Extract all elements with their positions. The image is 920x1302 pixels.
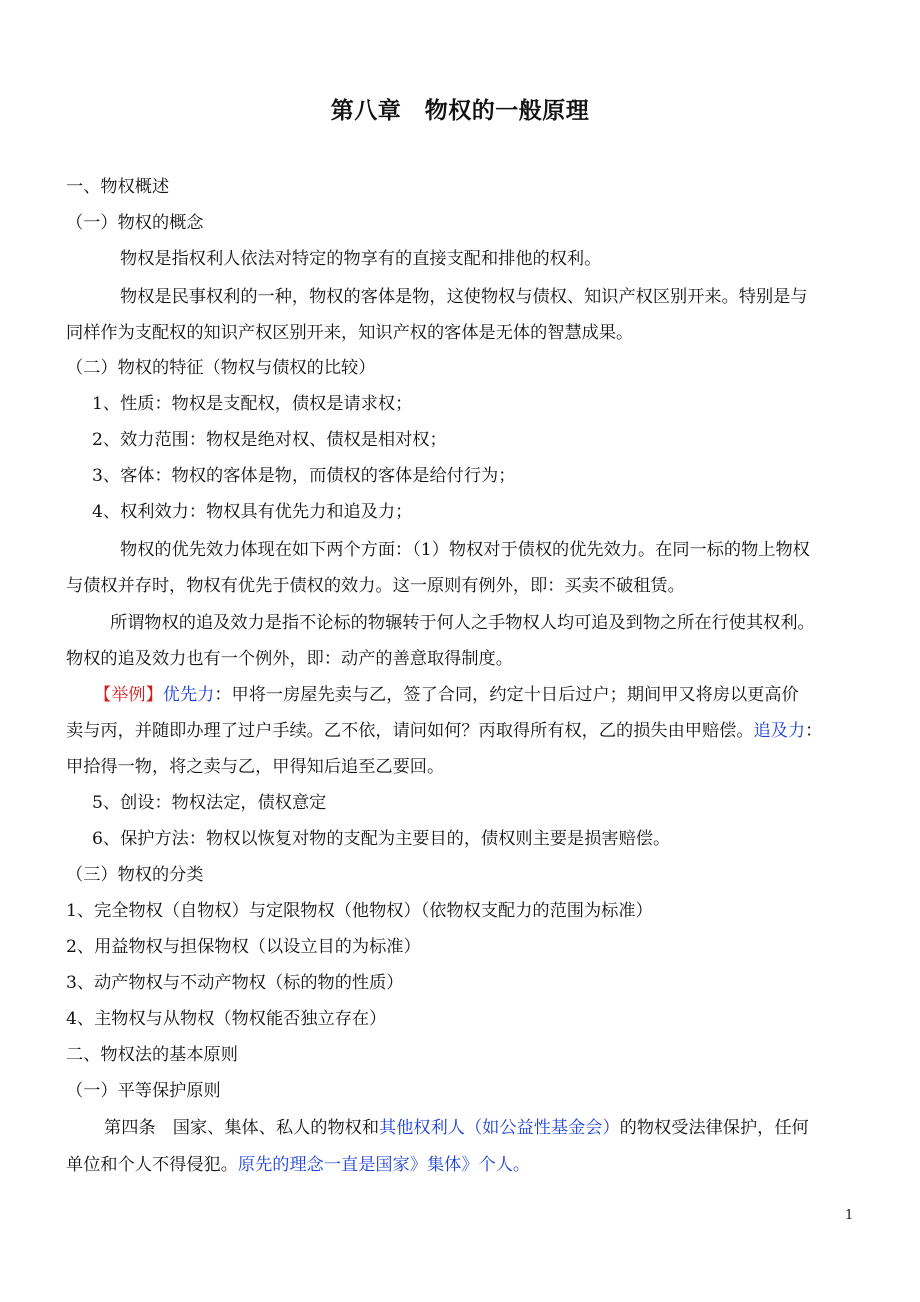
article-line	[104, 1117, 809, 1139]
subsection-heading: （一）平等保护原则	[66, 1081, 221, 1101]
article-note: 原先的理念一直是国家》集体》个人。	[237, 1155, 531, 1175]
example-label-priority: 优先力	[162, 685, 215, 705]
list-item: 2、效力范围：物权是绝对权、债权是相对权；	[92, 430, 447, 450]
paragraph-line: 物权是民事权利的一种，物权的客体是物，这使物权与债权、知识产权区别开来。特别是与	[120, 287, 808, 307]
list-item: 2、用益物权与担保物权（以设立目的为标准）	[66, 937, 421, 957]
paragraph-line: 物权的追及效力也有一个例外，即：动产的善意取得制度。	[66, 649, 513, 669]
list-item: 3、客体：物权的客体是物，而债权的客体是给付行为；	[92, 466, 516, 486]
paragraph-line: 所谓物权的追及效力是指不论标的物辗转于何人之手物权人均可追及到物之所在行使其权利。	[110, 613, 815, 633]
section-heading: 二、物权法的基本原则	[66, 1045, 238, 1065]
paragraph-line: 物权的优先效力体现在如下两个方面：（1）物权对于债权的优先效力。在同一标的物上物权	[120, 540, 810, 560]
page-title: 第八章 物权的一般原理	[330, 97, 590, 124]
example-text: ：甲将一房屋先卖与乙，签了合同，约定十日后过户；期间甲又将房以更高价	[214, 685, 799, 705]
example-line: 甲拾得一物，将之卖与乙，甲得知后追至乙要回。	[66, 757, 445, 777]
paragraph-line: 同样作为支配权的知识产权区别开来，知识产权的客体是无体的智慧成果。	[66, 323, 634, 343]
example-line	[94, 684, 799, 706]
article-text: 单位和个人不得侵犯。	[66, 1155, 238, 1175]
example-text: 卖与丙，并随即办理了过户手续。乙不依，请问如何？丙取得所有权，乙的损失由甲赔偿。	[66, 721, 754, 741]
article-text: 第四条 国家、集体、私人的物权和	[104, 1118, 380, 1138]
subsection-heading: （二）物权的特征（物权与债权的比较）	[66, 358, 376, 378]
page-number: 1	[845, 1208, 854, 1223]
article-text: 的物权受法律保护，任何	[619, 1118, 809, 1138]
list-item: 1、完全物权（自物权）与定限物权（他物权）（依物权支配力的范围为标准）	[66, 901, 653, 921]
list-item: 3、动产物权与不动产物权（标的物的性质）	[66, 973, 404, 993]
list-item: 5、创设：物权法定，债权意定	[92, 793, 327, 813]
article-highlight: 其他权利人（如公益性基金会）	[379, 1118, 620, 1138]
subsection-heading: （一）物权的概念	[66, 213, 204, 233]
example-tag: 【举例】	[94, 685, 163, 705]
example-line	[66, 720, 822, 742]
list-item: 4、权利效力：物权具有优先力和追及力；	[92, 502, 413, 522]
section-heading: 一、物权概述	[66, 177, 170, 197]
list-item: 4、主物权与从物权（物权能否独立存在）	[66, 1009, 387, 1029]
example-label-pursuit: 追及力	[753, 721, 806, 741]
article-line	[66, 1154, 530, 1176]
list-item: 6、保护方法：物权以恢复对物的支配为主要目的，债权则主要是损害赔偿。	[92, 829, 671, 849]
list-item: 1、性质：物权是支配权，债权是请求权；	[92, 394, 413, 414]
subsection-heading: （三）物权的分类	[66, 865, 204, 885]
paragraph-line: 物权是指权利人依法对特定的物享有的直接支配和排他的权利。	[120, 249, 602, 269]
example-colon: ：	[805, 721, 823, 741]
paragraph-line: 与债权并存时，物权有优先于债权的效力。这一原则有例外，即：买卖不破租赁。	[66, 576, 685, 596]
